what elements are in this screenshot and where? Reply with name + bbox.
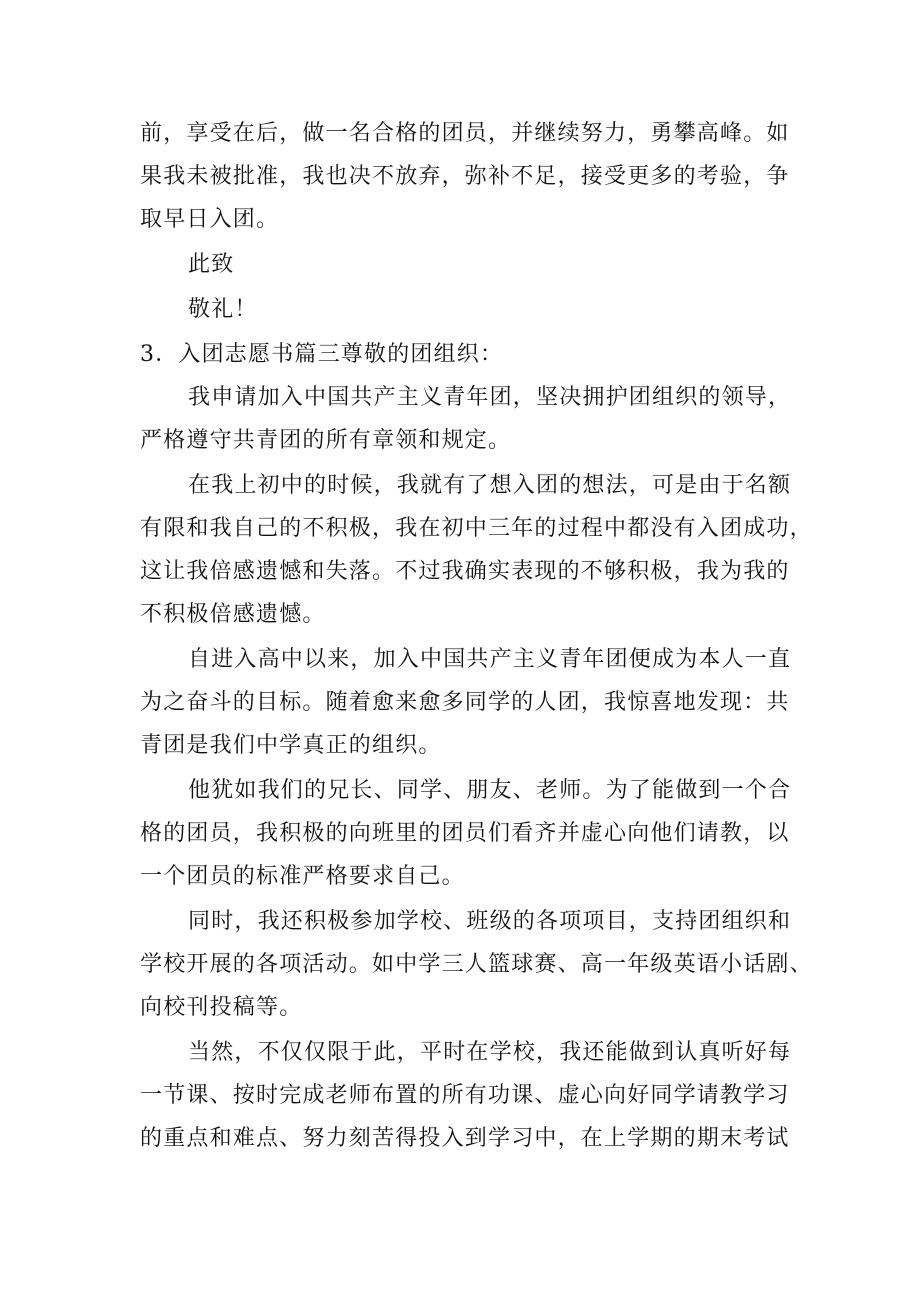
paragraph-line: 向校刊投稿等。	[140, 995, 303, 1020]
paragraph-line: 一节课、按时完成老师布置的所有功课、虚心向好同学请教学习	[140, 1083, 790, 1108]
paragraph-line: 前，享受在后，做一名合格的团员，并继续努力，勇攀高峰。如	[140, 121, 790, 146]
paragraph-line: 一个团员的标准严格要求自己。	[140, 864, 465, 889]
document-body	[140, 112, 813, 1160]
paragraph-line: 严格遵守共青团的所有章领和规定。	[140, 428, 512, 453]
paragraph-line: 格的团员，我积极的向班里的团员们看齐并虚心向他们请教，以	[140, 821, 790, 846]
paragraph-line: 取早日入团。	[140, 207, 280, 232]
paragraph-line: 同时，我还积极参加学校、班级的各项项目，支持团组织和	[188, 909, 792, 934]
closing-salutation: 此致	[188, 252, 235, 277]
paragraph-line: 这让我倍感遗憾和失落。不过我确实表现的不够积极，我为我的	[140, 559, 790, 584]
paragraph-line: 青团是我们中学真正的组织。	[140, 733, 442, 758]
paragraph-line: 当然，不仅仅限于此，平时在学校，我还能做到认真听好每	[188, 1040, 792, 1065]
paragraph-line: 学校开展的各项活动。如中学三人篮球赛、高一年级英语小话剧、	[140, 952, 813, 977]
paragraph-line: 他犹如我们的兄长、同学、朋友、老师。为了能做到一个合	[188, 778, 792, 803]
closing-regards: 敬礼！	[188, 297, 258, 322]
paragraph-line: 在我上初中的时候，我就有了想入团的想法，可是由于名额	[188, 473, 792, 498]
paragraph-line: 为之奋斗的目标。随着愈来愈多同学的人团，我惊喜地发现：共	[140, 690, 790, 715]
paragraph-line: 我申请加入中国共产主义青年团，坚决拥护团组织的领导，	[188, 385, 792, 410]
paragraph-line: 不积极倍感遗憾。	[140, 602, 326, 627]
paragraph-line: 有限和我自己的不积极，我在初中三年的过程中都没有入团成功，	[140, 516, 813, 541]
paragraph-line: 自进入高中以来，加入中国共产主义青年团便成为本人一直	[188, 647, 792, 672]
section-heading: 3．入团志愿书篇三尊敬的团组织：	[140, 342, 504, 367]
paragraph-line: 的重点和难点、努力刻苦得投入到学习中，在上学期的期末考试	[140, 1126, 790, 1151]
paragraph-line: 果我未被批准，我也决不放弃，弥补不足，接受更多的考验，争	[140, 164, 790, 189]
